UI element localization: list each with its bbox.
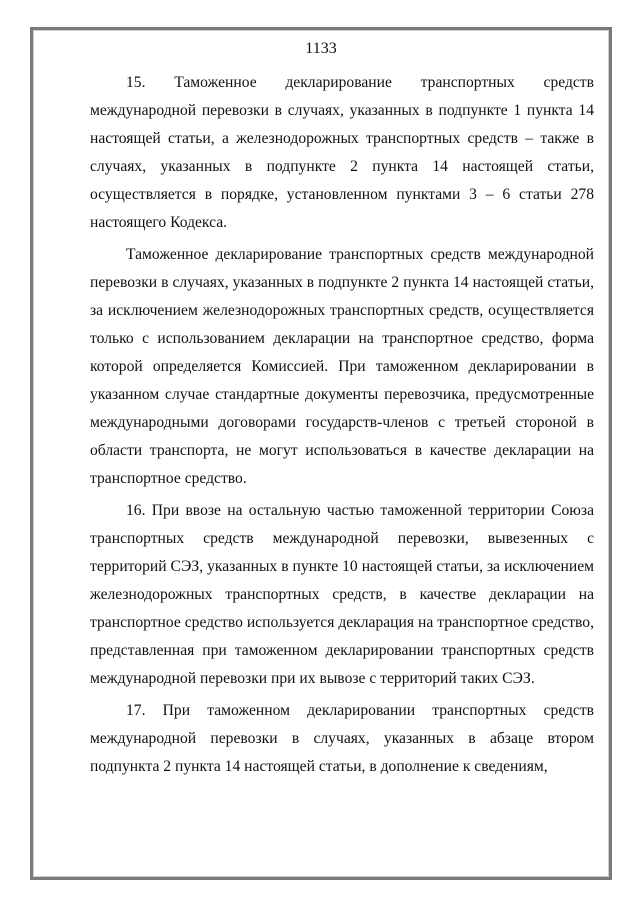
page-frame: [30, 27, 612, 880]
paragraph-15-continued: Таможенное декларирование транспортных средств международной перевозки в случаях, указанных в подпункте 2 пункта 14 настоящей статьи, за исключением железнодорожных транспортных средств, осуществляется только с использованием декларации на транспортное средство, форма которой определяется Комиссией. При таможенном декларировании в указанном случае стандартные документы перевозчика, предусмотренные международными договорами государств-членов с третьей стороной в области транспорта, не могут использоваться в качестве декларации на транспортное средство.: [90, 246, 594, 487]
document-body: [90, 69, 594, 785]
paragraph-17: 17. При таможенном декларировании транспортных средств международной перевозки в случаях, указанных в абзаце втором подпункта 2 пункта 14 настоящей статьи, в дополнение к сведениям,: [90, 702, 594, 775]
paragraph-15: 15. Таможенное декларирование транспортных средств международной перевозки в случаях, указанных в подпункте 1 пункта 14 настоящей статьи, а железнодорожных транспортных средств – также в случаях, указанных в подпункте 2 пункта 14 настоящей статьи, осуществляется в порядке, установленном пунктами 3 – 6 статьи 278 настоящего Кодекса.: [90, 74, 594, 231]
page-number: 1133: [305, 40, 337, 57]
paragraph-16: 16. При ввозе на остальную частью таможенной территории Союза транспортных средств международной перевозки, вывезенных с территорий СЭЗ, указанных в пункте 10 настоящей статьи, за исключением железнодорожных транспортных средств, в качестве декларации на транспортное средство используется декларация на транспортное средство, представленная при таможенном декларировании транспортных средств международной перевозки при их вывозе с территорий таких СЭЗ.: [90, 502, 594, 687]
